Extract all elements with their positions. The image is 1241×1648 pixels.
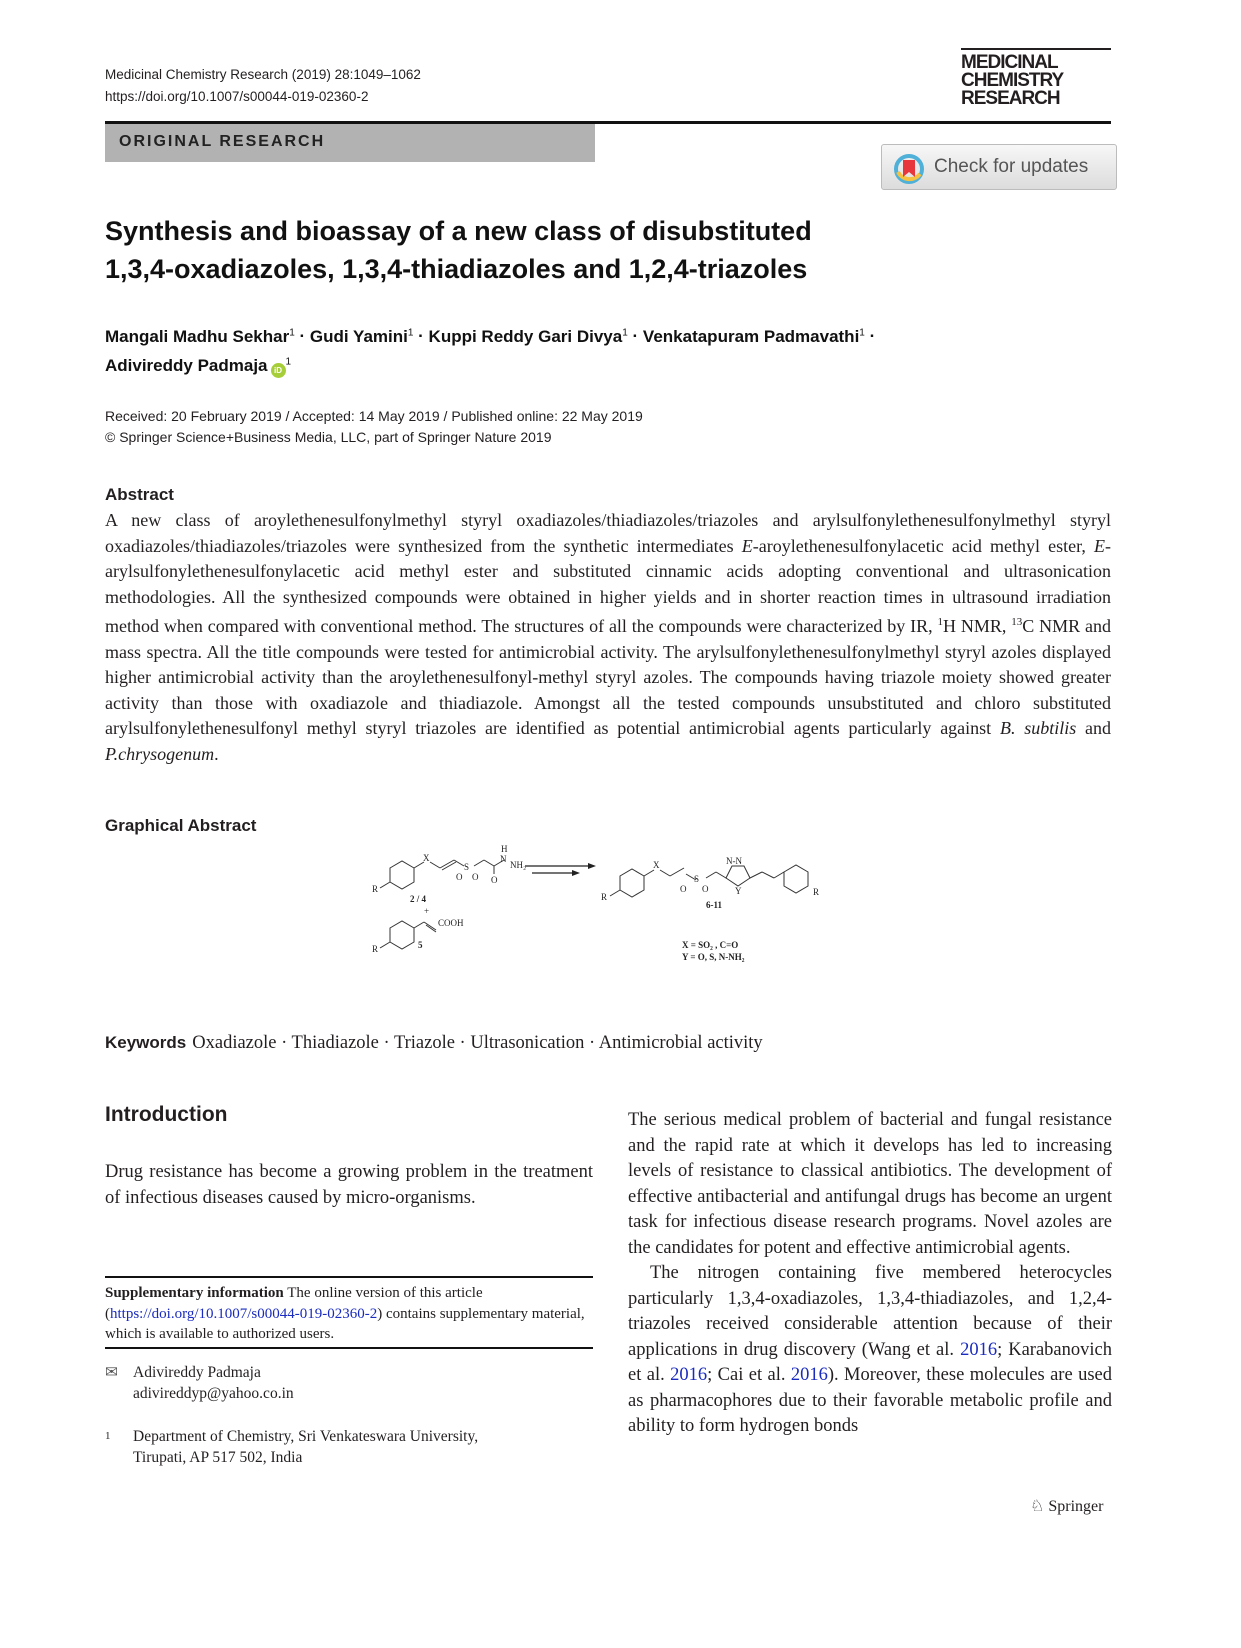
title-line-1: Synthesis and bioassay of a new class of disubstituted <box>105 216 812 246</box>
contact-email[interactable]: adivireddyp@yahoo.co.in <box>133 1385 294 1402</box>
supplementary-link[interactable]: https://doi.org/10.1007/s00044-019-02360-2 <box>110 1305 378 1322</box>
author[interactable]: Mangali Madhu Sekhar$^1$ <box>105 326 295 346</box>
contact-name: Adivireddy Padmaja <box>133 1364 261 1381</box>
article-dates <box>105 406 643 448</box>
product-label: 6-11 <box>706 900 723 910</box>
svg-text:N-N: N-N <box>726 856 742 866</box>
x-legend: X = SO₂ , C=O <box>682 940 739 950</box>
author[interactable]: Gudi Yamini$^1$ <box>309 326 414 346</box>
logo-line-3: RESEARCH <box>961 88 1060 109</box>
springer-horse-icon: ♘ <box>1030 1498 1049 1515</box>
svg-text:Y: Y <box>735 886 742 896</box>
affiliation-line-2: Tirupati, AP 517 502, India <box>133 1449 303 1466</box>
doi-link[interactable]: https://doi.org/10.1007/s00044-019-02360-2 <box>105 89 369 104</box>
svg-text:H: H <box>501 844 508 854</box>
supplementary-info: Supplementary information The online version of this article (https://doi.org/10.1007/s00044-019-02360-2) contains supplementary material, which is available to authorized users. <box>105 1285 585 1342</box>
svg-text:O: O <box>702 884 709 894</box>
title-line-2: 1,3,4-oxadiazoles, 1,3,4-thiadiazoles and 1,2,4-triazoles <box>105 254 808 284</box>
author[interactable]: Venkatapuram Padmavathi$^1$ <box>642 326 865 346</box>
envelope-icon: ✉ <box>105 1364 118 1381</box>
svg-text:5: 5 <box>418 940 423 950</box>
author[interactable]: Adivireddy Padmaja $iD^1$ <box>105 356 291 375</box>
article-title <box>105 212 1005 288</box>
logo-line-1: MEDICINAL <box>961 52 1058 73</box>
copyright: © Springer Science+Business Media, LLC, part of Springer Nature 2019 <box>105 429 552 445</box>
abstract-heading: Abstract <box>105 485 174 504</box>
abstract-text: A new class of aroylethenesulfonylmethyl styryl oxadiazoles/thiadiazoles/triazoles and arylsulfonylethenesulfonylmethyl styryl oxadiazoles/thiadiazoles/triazoles were synthesized from the synthetic intermediates E-aroylethenesulfonylacetic acid methyl ester, E-arylsulfonylethenesulfonylacetic acid methyl ester and substituted cinnamic acids adopting conventional and ultrasonication methodologies. All the synthesized compounds were obtained in higher yields and in shorter reaction times in ultrasound irradiation method when compared with conventional method. The structures of all the compounds were characterized by IR, $^1$H NMR, $^{13}$C NMR and mass spectra. All the title compounds were tested for antimicrobial activity. The arylsulfonylethenesulfonylmethyl styryl azoles displayed higher antimicrobial activity than the aroylethenesulfonyl-methyl styryl azoles. The compounds having triazole moiety showed greater activity than those with oxadiazole and thiadiazole. Amongst all the tested compounds unsubstituted and chloro substituted arylsulfonylethenesulfonyl methyl styryl triazoles are identified as potential antimicrobial agents particularly against B. subtilis and P.chrysogenum. <box>105 510 1112 764</box>
check-for-updates-button[interactable] <box>881 144 1117 190</box>
crossmark-icon <box>892 152 926 186</box>
affiliation <box>105 1426 593 1468</box>
corresponding-author <box>105 1362 294 1404</box>
svg-text:N: N <box>500 854 507 864</box>
affiliation-number: 1 <box>105 1430 111 1442</box>
orcid-icon[interactable]: iD <box>271 363 286 378</box>
svg-text:O: O <box>456 872 463 882</box>
svg-text:R: R <box>372 944 379 954</box>
svg-text:R: R <box>601 892 608 902</box>
affiliation-line-1: Department of Chemistry, Sri Venkateswara University, <box>133 1428 479 1445</box>
intro-left-paragraph: Drug resistance has become a growing problem in the treatment of infectious diseases caused by micro-organisms. <box>105 1162 593 1208</box>
separator: · <box>299 326 306 346</box>
intro-paragraph-2: The nitrogen containing five membered heterocycles particularly 1,3,4-oxadiazoles, 1,3,4-thiadiazoles, and 1,2,4-triazoles received considerable attention because of their applications in drug discovery (Wang et al. 2016; Karabanovich et al. 2016; Cai et al. 2016). Moreover, these molecules are used as pharmacophores due to their favorable metabolic profile and ability to form hydrogen bonds <box>628 1263 1112 1436</box>
journal-citation: Medicinal Chemistry Research (2019) 28:1049–1062 <box>105 67 421 82</box>
citation-link[interactable]: 2016 <box>790 1365 828 1385</box>
reaction-scheme <box>360 840 860 1000</box>
springer-logo <box>1030 1496 1103 1516</box>
separator: · <box>869 326 876 346</box>
separator: · <box>418 326 424 346</box>
y-legend: Y = O, S, N-NH₂ <box>682 952 745 962</box>
footnote-rule <box>105 1276 593 1278</box>
citation-link[interactable]: 2016 <box>960 1339 998 1360</box>
logo-line-2: CHEMISTRY <box>961 70 1064 91</box>
svg-text:S: S <box>464 862 470 872</box>
author[interactable]: Kuppi Reddy Gari Divya$^1$ <box>428 326 628 346</box>
keywords-label: Keywords <box>105 1033 187 1052</box>
svg-text:O: O <box>491 875 498 885</box>
r-group-label: R <box>372 884 379 894</box>
history-dates: Received: 20 February 2019 / Accepted: 14 May 2019 / Published online: 22 May 2019 <box>105 408 643 424</box>
keywords <box>105 1033 763 1054</box>
svg-text:S: S <box>694 874 700 884</box>
intro-paragraph-1: The serious medical problem of bacterial and fungal resistance and the rapid rate at which it develops has led to increasing levels of resistance to classical antibiotics. The development of effective antibacterial and antifungal drugs has become an urgent task for infectious disease research programs. Novel azoles are the candidates for potent and effective antimicrobial agents. <box>628 1110 1112 1258</box>
footnote-rule <box>105 1347 593 1349</box>
citation-link[interactable]: 2016 <box>670 1365 708 1385</box>
check-for-updates-label: Check for updates <box>934 156 1089 177</box>
reactant-label: 2 / 4 <box>410 894 427 904</box>
svg-text:+: + <box>424 906 430 916</box>
journal-logo <box>961 48 1111 108</box>
svg-text:R: R <box>813 887 820 897</box>
publisher-name: Springer <box>1048 1498 1104 1515</box>
svg-text:NH₂: NH₂ <box>510 860 527 870</box>
svg-text:O: O <box>680 884 687 894</box>
intro-right-column <box>628 1108 1112 1440</box>
svg-text:O: O <box>472 872 479 882</box>
author-list <box>105 320 1115 379</box>
svg-text:X: X <box>653 860 660 870</box>
keywords-list: Oxadiazole · Thiadiazole · Triazole · Ultrasonication · Antimicrobial activity <box>192 1033 763 1053</box>
graphical-abstract-heading: Graphical Abstract <box>105 816 257 835</box>
section-label: ORIGINAL RESEARCH <box>119 133 326 150</box>
section-band <box>105 124 595 162</box>
introduction-heading: Introduction <box>105 1103 228 1126</box>
separator: · <box>632 326 639 346</box>
svg-text:X: X <box>423 853 430 863</box>
svg-text:COOH: COOH <box>438 918 464 928</box>
